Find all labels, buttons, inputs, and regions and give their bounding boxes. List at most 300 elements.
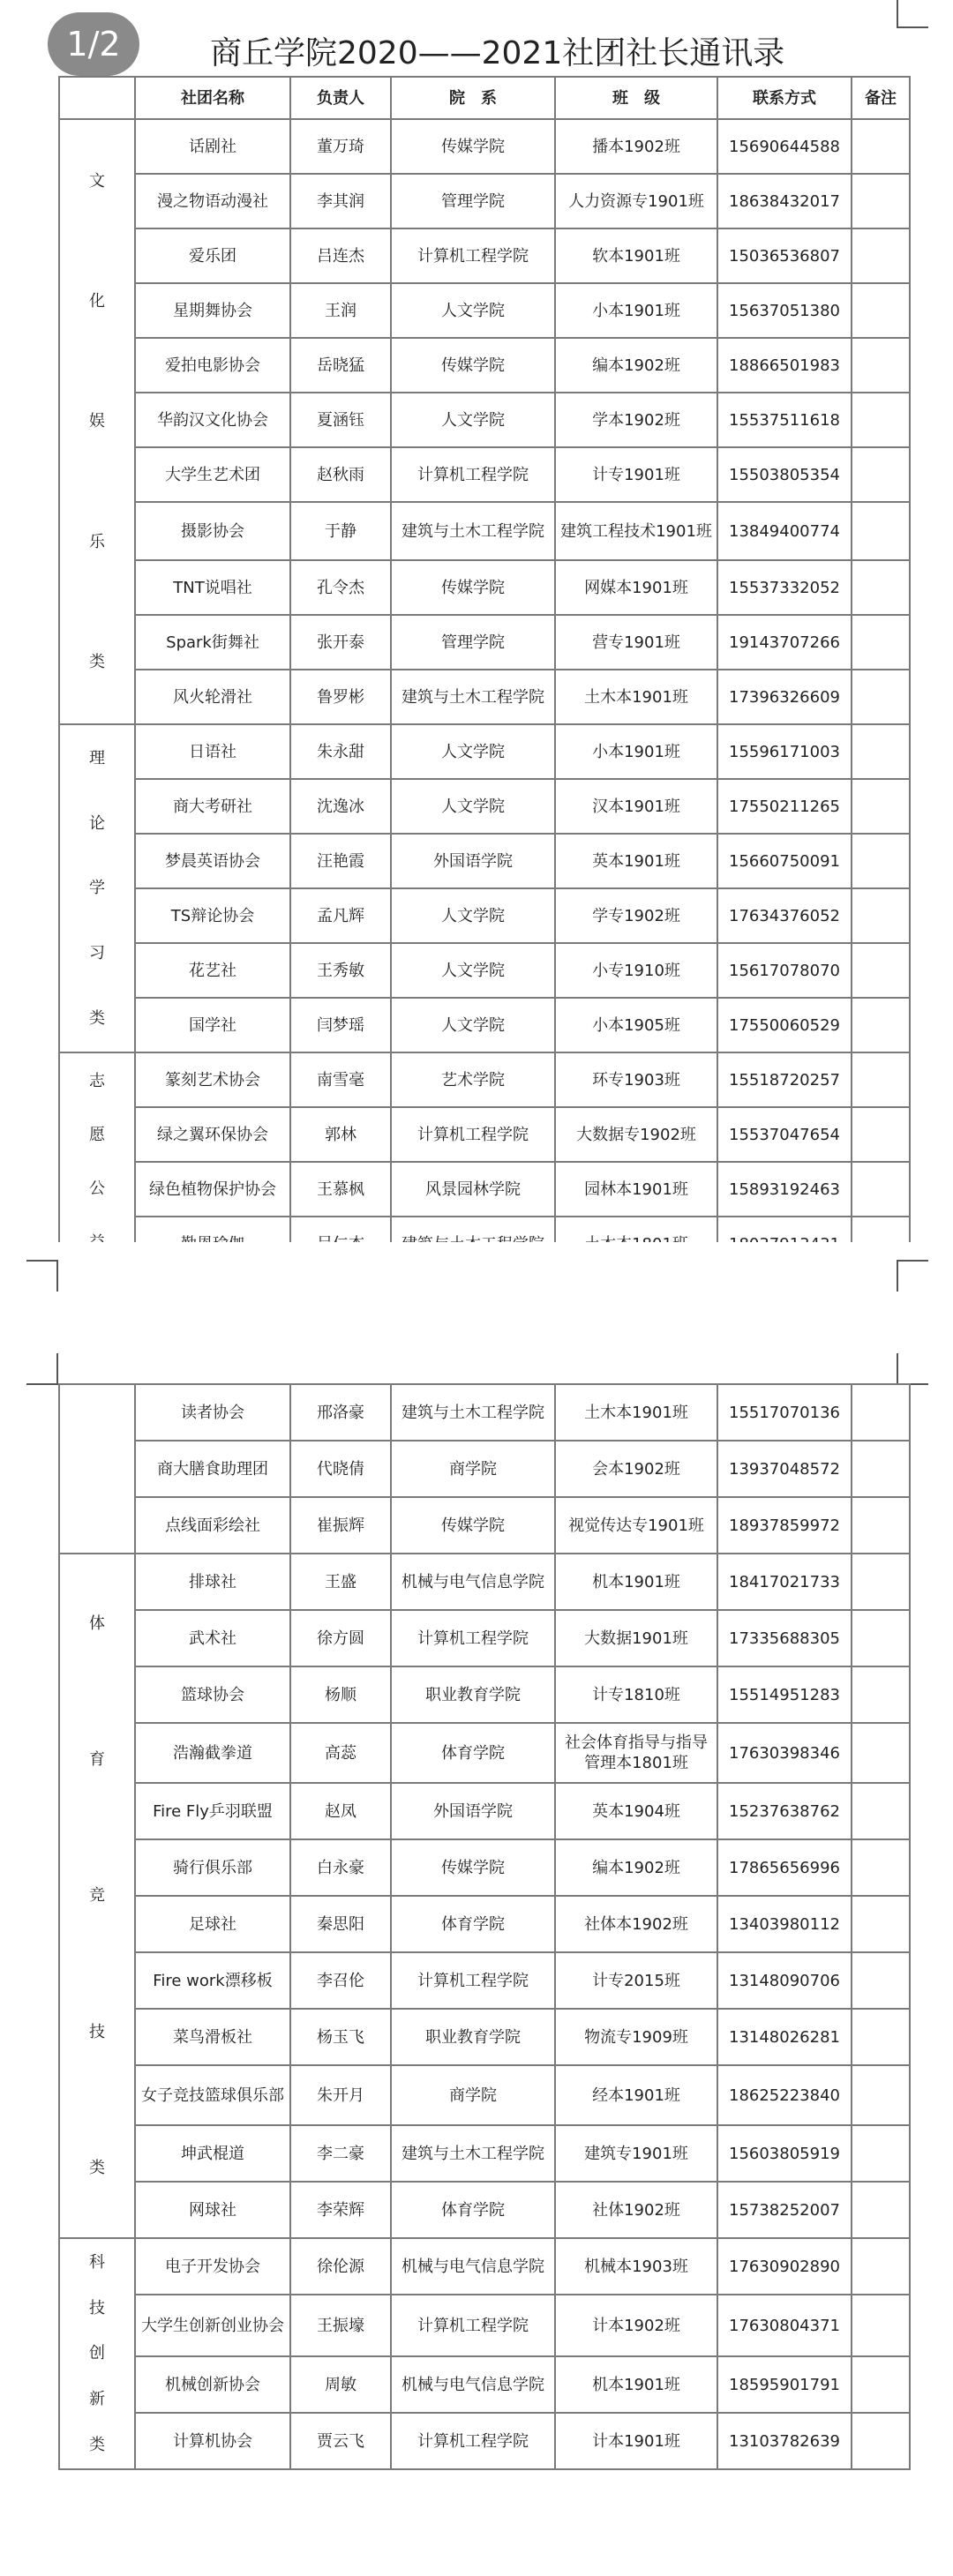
cell-department: 人文学院: [391, 724, 555, 779]
cell-department: 管理学院: [391, 174, 555, 228]
cell-leader: 王秀敏: [290, 943, 391, 998]
cell-contact: 17396326609: [717, 670, 852, 724]
cell-class: 英本1901班: [555, 834, 717, 888]
cell-remarks: [852, 1052, 910, 1107]
cell-leader: 邢洛豪: [290, 1384, 391, 1441]
cell-class: 社体本1902班: [555, 1896, 717, 1952]
cell-class: 小本1901班: [555, 724, 717, 779]
cell-contact: 19143707266: [717, 615, 852, 670]
cell-leader: 高蕊: [290, 1723, 391, 1783]
cell-remarks: [852, 1162, 910, 1217]
cell-remarks: [852, 502, 910, 560]
cell-remarks: [852, 670, 910, 724]
cell-department: 建筑与土木工程学院: [391, 1384, 555, 1441]
category-cell: [59, 724, 135, 1052]
cell-club-name: Spark街舞社: [135, 615, 290, 670]
cell-department: 传媒学院: [391, 560, 555, 615]
cell-department: 传媒学院: [391, 119, 555, 174]
cell-department: 建筑与土木工程学院: [391, 2125, 555, 2182]
cell-remarks: [852, 1839, 910, 1896]
cell-contact: 15537511618: [717, 393, 852, 447]
table-row: [59, 1497, 910, 1554]
cell-leader: 吕连杰: [290, 228, 391, 283]
cell-club-name: 星期舞协会: [135, 283, 290, 338]
cell-department: 建筑与土木工程学院: [391, 502, 555, 560]
cell-contact: 18595901791: [717, 2356, 852, 2413]
cell-department: 计算机工程学院: [391, 1107, 555, 1162]
table-row: [59, 1839, 910, 1896]
header-leader: 负责人: [290, 77, 391, 119]
cell-department: 人文学院: [391, 779, 555, 834]
cell-leader: 岳晓猛: [290, 338, 391, 393]
cell-club-name: 骑行俱乐部: [135, 1839, 290, 1896]
cell-remarks: [852, 393, 910, 447]
cell-contact: 15596171003: [717, 724, 852, 779]
cell-department: 计算机工程学院: [391, 1610, 555, 1666]
cell-class: 大数据1901班: [555, 1610, 717, 1666]
cell-department: 传媒学院: [391, 1839, 555, 1896]
header-remarks: 备注: [852, 77, 910, 119]
cell-department: 传媒学院: [391, 1497, 555, 1554]
cell-leader: 闫梦瑶: [290, 998, 391, 1052]
cell-class: 英本1904班: [555, 1783, 717, 1839]
cell-leader: 李荣辉: [290, 2182, 391, 2238]
table-row: [59, 1052, 910, 1107]
table-row: [59, 670, 910, 724]
cell-department: 管理学院: [391, 615, 555, 670]
cell-department: 风景园林学院: [391, 1162, 555, 1217]
cell-contact: 18866501983: [717, 338, 852, 393]
table-row: [59, 393, 910, 447]
category-char: 文: [89, 171, 105, 191]
header-contact: 联系方式: [717, 77, 852, 119]
cell-leader: 沈逸冰: [290, 779, 391, 834]
category-char: 类: [89, 653, 105, 672]
cell-club-name: TS辩论协会: [135, 888, 290, 943]
cell-class: 视觉传达专1901班: [555, 1497, 717, 1554]
header-department: 院 系: [391, 77, 555, 119]
cell-class: 经本1901班: [555, 2065, 717, 2125]
category-char: 论: [89, 813, 105, 833]
table-row: [59, 1554, 910, 1610]
table-row: [59, 1666, 910, 1723]
table-row: [59, 283, 910, 338]
category-char: 体: [89, 1614, 105, 1633]
cell-department: 人文学院: [391, 393, 555, 447]
cell-class: 大数据专1902班: [555, 1107, 717, 1162]
cell-department: 艺术学院: [391, 1052, 555, 1107]
cell-remarks: [852, 1896, 910, 1952]
crop-mark: [26, 1260, 58, 1292]
cell-department: 计算机工程学院: [391, 447, 555, 502]
cell-class: 计本1901班: [555, 2413, 717, 2469]
cell-contact: 15637051380: [717, 283, 852, 338]
cell-club-name: 篮球协会: [135, 1666, 290, 1723]
category-cell: [59, 119, 135, 724]
cell-leader: 董万琦: [290, 119, 391, 174]
cell-contact: 13937048572: [717, 1441, 852, 1497]
cell-class: 物流专1909班: [555, 2009, 717, 2065]
cell-department: 人文学院: [391, 943, 555, 998]
cell-leader: 王慕枫: [290, 1162, 391, 1217]
cell-club-name: 大学生创新创业协会: [135, 2295, 290, 2356]
cell-contact: 15537332052: [717, 560, 852, 615]
cell-class: 园林本1901班: [555, 1162, 717, 1217]
cell-department: 机械与电气信息学院: [391, 2356, 555, 2413]
cell-remarks: [852, 1952, 910, 2009]
table-row: [59, 2125, 910, 2182]
cell-contact: 17630398346: [717, 1723, 852, 1783]
cell-contact: 13148090706: [717, 1952, 852, 2009]
cell-class: 网媒本1901班: [555, 560, 717, 615]
cell-department: 人文学院: [391, 998, 555, 1052]
cell-remarks: [852, 2182, 910, 2238]
cell-remarks: [852, 1107, 910, 1162]
cell-contact: 18638432017: [717, 174, 852, 228]
cell-leader: 秦思阳: [290, 1896, 391, 1952]
cell-department: 计算机工程学院: [391, 2413, 555, 2469]
cell-remarks: [852, 1384, 910, 1441]
table-row: [59, 779, 910, 834]
category-cell: [59, 2238, 135, 2469]
category-char: 类: [89, 2159, 105, 2178]
cell-class: 编本1902班: [555, 338, 717, 393]
table-row: [59, 338, 910, 393]
cell-club-name: 读者协会: [135, 1384, 290, 1441]
cell-club-name: 话剧社: [135, 119, 290, 174]
cell-class: 汉本1901班: [555, 779, 717, 834]
cell-club-name: 梦晨英语协会: [135, 834, 290, 888]
cell-leader: 王润: [290, 283, 391, 338]
cell-contact: 17630902890: [717, 2238, 852, 2295]
table-row: [59, 1952, 910, 2009]
cell-remarks: [852, 2413, 910, 2469]
page-break: [0, 1242, 953, 1353]
cell-contact: 15517070136: [717, 1384, 852, 1441]
cell-leader: 王盛: [290, 1554, 391, 1610]
table-row: [59, 228, 910, 283]
cell-leader: 赵秋雨: [290, 447, 391, 502]
cell-class: 机本1901班: [555, 1554, 717, 1610]
cell-leader: 徐伦源: [290, 2238, 391, 2295]
category-char: 娱: [89, 412, 105, 431]
category-char: 新: [89, 2390, 105, 2409]
cell-club-name: 花艺社: [135, 943, 290, 998]
table-row: [59, 943, 910, 998]
table-row: [59, 502, 910, 560]
cell-class: 社会体育指导与指导管理本1801班: [555, 1723, 717, 1783]
cell-class: 土木本1901班: [555, 670, 717, 724]
cell-class: 学专1902班: [555, 888, 717, 943]
category-char: 创: [89, 2344, 105, 2363]
category-char: 学: [89, 879, 105, 898]
cell-club-name: 爱乐团: [135, 228, 290, 283]
table-row: [59, 998, 910, 1052]
cell-contact: 13403980112: [717, 1896, 852, 1952]
cell-club-name: Fire work漂移板: [135, 1952, 290, 2009]
roster-table-page-2: [58, 1383, 911, 2470]
cell-club-name: 摄影协会: [135, 502, 290, 560]
cell-department: 传媒学院: [391, 338, 555, 393]
header-club-name: 社团名称: [135, 77, 290, 119]
category-cell: [59, 1052, 135, 1271]
cell-remarks: [852, 283, 910, 338]
category-char: 竞: [89, 1886, 105, 1906]
cell-leader: 代晓倩: [290, 1441, 391, 1497]
cell-department: 职业教育学院: [391, 2009, 555, 2065]
table-row: [59, 1384, 910, 1441]
cell-remarks: [852, 2065, 910, 2125]
cell-contact: 13148026281: [717, 2009, 852, 2065]
cell-remarks: [852, 1554, 910, 1610]
crop-mark: [26, 1353, 58, 1385]
cell-contact: 15514951283: [717, 1666, 852, 1723]
cell-class: 学本1902班: [555, 393, 717, 447]
cell-leader: 赵凤: [290, 1783, 391, 1839]
cell-department: 商学院: [391, 2065, 555, 2125]
cell-class: 营专1901班: [555, 615, 717, 670]
cell-contact: 17634376052: [717, 888, 852, 943]
cell-contact: 15237638762: [717, 1783, 852, 1839]
header-class: 班 级: [555, 77, 717, 119]
cell-department: 人文学院: [391, 888, 555, 943]
cell-contact: 15690644588: [717, 119, 852, 174]
cell-club-name: 计算机协会: [135, 2413, 290, 2469]
crop-mark: [897, 1353, 928, 1385]
cell-club-name: 足球社: [135, 1896, 290, 1952]
cell-club-name: 大学生艺术团: [135, 447, 290, 502]
cell-leader: 南雪毫: [290, 1052, 391, 1107]
cell-leader: 周敏: [290, 2356, 391, 2413]
cell-contact: 13849400774: [717, 502, 852, 560]
cell-leader: 王振壕: [290, 2295, 391, 2356]
category-char: 公: [89, 1179, 105, 1198]
cell-remarks: [852, 1783, 910, 1839]
cell-class: 机械本1903班: [555, 2238, 717, 2295]
cell-remarks: [852, 2295, 910, 2356]
cell-department: 建筑与土木工程学院: [391, 670, 555, 724]
cell-club-name: 篆刻艺术协会: [135, 1052, 290, 1107]
cell-remarks: [852, 1497, 910, 1554]
cell-contact: 18937859972: [717, 1497, 852, 1554]
cell-remarks: [852, 834, 910, 888]
table-row: [59, 1896, 910, 1952]
cell-department: 计算机工程学院: [391, 2295, 555, 2356]
category-char: 化: [89, 292, 105, 311]
cell-remarks: [852, 779, 910, 834]
cell-leader: 贾云飞: [290, 2413, 391, 2469]
table-row: [59, 2356, 910, 2413]
cell-remarks: [852, 1441, 910, 1497]
category-char: 志: [89, 1072, 105, 1090]
cell-department: 外国语学院: [391, 834, 555, 888]
cell-club-name: 武术社: [135, 1610, 290, 1666]
cell-class: 小本1901班: [555, 283, 717, 338]
cell-contact: 15893192463: [717, 1162, 852, 1217]
cell-remarks: [852, 174, 910, 228]
cell-club-name: 风火轮滑社: [135, 670, 290, 724]
cell-leader: 徐方圆: [290, 1610, 391, 1666]
cell-contact: 17865656996: [717, 1839, 852, 1896]
cell-leader: 朱永甜: [290, 724, 391, 779]
cell-club-name: 菜鸟滑板社: [135, 2009, 290, 2065]
table-row: [59, 724, 910, 779]
category-char: 习: [89, 944, 105, 963]
cell-club-name: 爱拍电影协会: [135, 338, 290, 393]
table-row: [59, 119, 910, 174]
cell-leader: 杨玉飞: [290, 2009, 391, 2065]
table-row: [59, 1107, 910, 1162]
table-row: [59, 1783, 910, 1839]
cell-class: 计专1901班: [555, 447, 717, 502]
category-char: 理: [89, 749, 105, 768]
cell-remarks: [852, 1610, 910, 1666]
table-row: [59, 2413, 910, 2469]
cell-class: 小专1910班: [555, 943, 717, 998]
cell-club-name: 排球社: [135, 1554, 290, 1610]
cell-department: 体育学院: [391, 1723, 555, 1783]
cell-club-name: Fire Fly乒羽联盟: [135, 1783, 290, 1839]
cell-department: 人文学院: [391, 283, 555, 338]
category-cell: [59, 1384, 135, 1554]
cell-remarks: [852, 119, 910, 174]
cell-leader: 孟凡辉: [290, 888, 391, 943]
cell-club-name: 商大考研社: [135, 779, 290, 834]
cell-remarks: [852, 228, 910, 283]
cell-leader: 夏涵钰: [290, 393, 391, 447]
cell-leader: 李其润: [290, 174, 391, 228]
cell-remarks: [852, 2009, 910, 2065]
table-row: [59, 2238, 910, 2295]
cell-class: 土木本1901班: [555, 1384, 717, 1441]
header-category: [59, 77, 135, 119]
cell-class: 机本1901班: [555, 2356, 717, 2413]
cell-class: 播本1902班: [555, 119, 717, 174]
cell-contact: 15738252007: [717, 2182, 852, 2238]
cell-leader: 朱开月: [290, 2065, 391, 2125]
table-row: [59, 888, 910, 943]
cell-class: 建筑工程技术1901班: [555, 502, 717, 560]
cell-club-name: 机械创新协会: [135, 2356, 290, 2413]
cell-contact: 15603805919: [717, 2125, 852, 2182]
cell-remarks: [852, 1666, 910, 1723]
roster-table-page-1: [58, 76, 911, 1272]
cell-class: 计专2015班: [555, 1952, 717, 2009]
category-char: 类: [89, 1008, 105, 1028]
category-char: 类: [89, 2435, 105, 2454]
cell-class: 编本1902班: [555, 1839, 717, 1896]
cell-club-name: 点线面彩绘社: [135, 1497, 290, 1554]
table-row: [59, 174, 910, 228]
cell-leader: 李二豪: [290, 2125, 391, 2182]
table-row: [59, 2182, 910, 2238]
category-char: 技: [89, 2022, 105, 2041]
table-row: [59, 447, 910, 502]
table-row: [59, 1723, 910, 1783]
cell-remarks: [852, 338, 910, 393]
cell-leader: 白永豪: [290, 1839, 391, 1896]
cell-remarks: [852, 2125, 910, 2182]
cell-remarks: [852, 943, 910, 998]
cell-leader: 于静: [290, 502, 391, 560]
cell-contact: 13103782639: [717, 2413, 852, 2469]
cell-remarks: [852, 998, 910, 1052]
cell-class: 会本1902班: [555, 1441, 717, 1497]
cell-leader: 杨顺: [290, 1666, 391, 1723]
cell-department: 机械与电气信息学院: [391, 1554, 555, 1610]
category-char: 技: [89, 2298, 105, 2318]
cell-contact: 15617078070: [717, 943, 852, 998]
cell-class: 小本1905班: [555, 998, 717, 1052]
cell-remarks: [852, 615, 910, 670]
cell-club-name: 漫之物语动漫社: [135, 174, 290, 228]
cell-leader: 汪艳霞: [290, 834, 391, 888]
cell-department: 外国语学院: [391, 1783, 555, 1839]
cell-contact: 18417021733: [717, 1554, 852, 1610]
cell-contact: 15660750091: [717, 834, 852, 888]
table-row: [59, 1610, 910, 1666]
cell-remarks: [852, 1723, 910, 1783]
cell-club-name: 商大膳食助理团: [135, 1441, 290, 1497]
cell-remarks: [852, 447, 910, 502]
cell-remarks: [852, 2238, 910, 2295]
cell-contact: 15036536807: [717, 228, 852, 283]
document-title: 商丘学院2020——2021社团社长通讯录: [210, 35, 785, 71]
cell-class: 建筑专1901班: [555, 2125, 717, 2182]
cell-club-name: 华韵汉文化协会: [135, 393, 290, 447]
cell-club-name: TNT说唱社: [135, 560, 290, 615]
cell-club-name: 坤武棍道: [135, 2125, 290, 2182]
cell-department: 体育学院: [391, 1896, 555, 1952]
cell-contact: 15518720257: [717, 1052, 852, 1107]
table-row: [59, 615, 910, 670]
cell-leader: 鲁罗彬: [290, 670, 391, 724]
cell-club-name: 国学社: [135, 998, 290, 1052]
cell-leader: 崔振辉: [290, 1497, 391, 1554]
cell-leader: 张开泰: [290, 615, 391, 670]
table-row: [59, 560, 910, 615]
table-row: [59, 2009, 910, 2065]
cell-leader: 孔令杰: [290, 560, 391, 615]
cell-department: 计算机工程学院: [391, 228, 555, 283]
cell-remarks: [852, 724, 910, 779]
cell-department: 职业教育学院: [391, 1666, 555, 1723]
cell-class: 计本1902班: [555, 2295, 717, 2356]
cell-contact: 17550211265: [717, 779, 852, 834]
category-char: 乐: [89, 532, 105, 551]
cell-club-name: 日语社: [135, 724, 290, 779]
cell-department: 体育学院: [391, 2182, 555, 2238]
cell-club-name: 浩瀚截拳道: [135, 1723, 290, 1783]
cell-contact: 17335688305: [717, 1610, 852, 1666]
cell-class: 软本1901班: [555, 228, 717, 283]
cell-class: 人力资源专1901班: [555, 174, 717, 228]
cell-department: 计算机工程学院: [391, 1952, 555, 2009]
category-cell: [59, 1554, 135, 2238]
cell-leader: 李召伦: [290, 1952, 391, 2009]
cell-class: 环专1903班: [555, 1052, 717, 1107]
cell-class: 计专1810班: [555, 1666, 717, 1723]
table-header-row: [59, 77, 910, 119]
cell-class: 社体1902班: [555, 2182, 717, 2238]
crop-mark: [897, 0, 928, 28]
cell-contact: 15503805354: [717, 447, 852, 502]
cell-leader: 郭林: [290, 1107, 391, 1162]
table-row: [59, 2065, 910, 2125]
table-row: [59, 1162, 910, 1217]
cell-club-name: 绿色植物保护协会: [135, 1162, 290, 1217]
cell-club-name: 网球社: [135, 2182, 290, 2238]
